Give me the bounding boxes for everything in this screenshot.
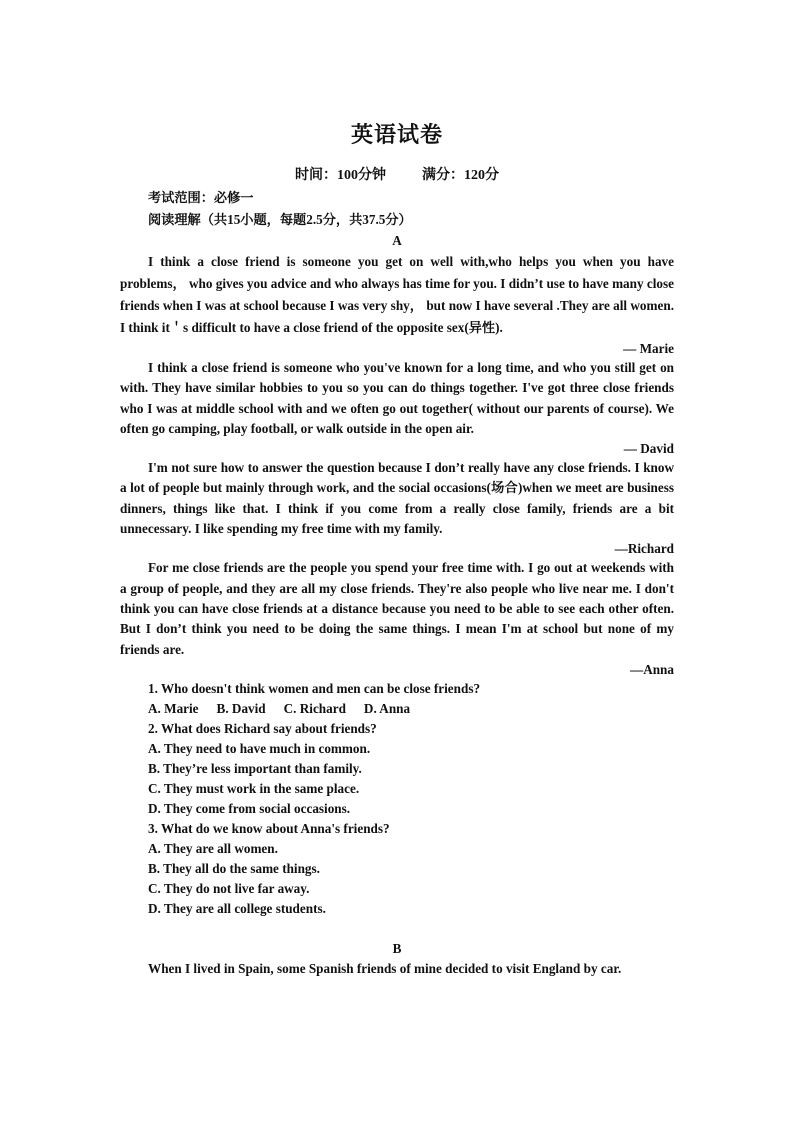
passage-paragraph: I think a close friend is someone you get on well with,who helps you when you have problems， who gives you advice and who always has time for you. I didn’t use to have many close friends when I was at school because I was very shy， but now I have several .They are all women. I think it＇s difficult to have a close friend of the opposite sex(异性). bbox=[120, 254, 674, 335]
passage-a-label: A bbox=[392, 233, 402, 248]
exam-content bbox=[120, 186, 674, 979]
page-title: 英语试卷 bbox=[350, 122, 443, 147]
exam-score: 满分：120分 bbox=[422, 168, 499, 183]
option: C. Richard bbox=[283, 700, 346, 716]
option: D. They are all college students. bbox=[148, 900, 326, 916]
option: B. They’re less important than family. bbox=[148, 760, 362, 776]
option: A. They are all women. bbox=[148, 840, 278, 856]
paragraph-signature: —Anna bbox=[630, 661, 674, 677]
option: A. They need to have much in common. bbox=[148, 740, 371, 756]
option: D. They come from social occasions. bbox=[148, 800, 351, 816]
exam-time: 时间：100分钟 bbox=[295, 168, 386, 183]
option: D. Anna bbox=[363, 700, 411, 716]
question-stem: 1. Who doesn't think women and men can be close friends? bbox=[148, 680, 481, 696]
question-stem: 3. What do we know about Anna's friends? bbox=[148, 820, 390, 836]
passage-paragraph: For me close friends are the people you spend your free time with. I go out at weekends with a group of people, and they are all my close friends. They're also people who live near me. I don't think you can have close friends at a distance because you need to be able to see each other often. But I don’t think you need to be doing the same things. I mean I'm at school but none of my friends are. bbox=[120, 560, 674, 657]
passage-paragraph: I think a close friend is someone who you've known for a long time, and who you still get on with. They have similar hobbies to you so you can do things together. I've got three close friends who I was at middle school with and we often go out together( without our parents of course). We often go camping, play football, or walk outside in the open air. bbox=[120, 360, 674, 436]
option: C. They must work in the same place. bbox=[148, 780, 360, 796]
section-heading: 阅读理解（共15小题，每题2.5分，共37.5分） bbox=[148, 212, 412, 227]
exam-scope: 考试范围：必修一 bbox=[148, 190, 254, 205]
option: B. They all do the same things. bbox=[148, 860, 320, 876]
question-stem: 2. What does Richard say about friends? bbox=[148, 720, 377, 736]
question-options bbox=[120, 699, 674, 719]
paragraph-signature: — Marie bbox=[623, 341, 674, 356]
paragraph-signature: — David bbox=[623, 441, 674, 457]
spacer bbox=[120, 919, 674, 939]
passage-paragraph: I'm not sure how to answer the question because I don’t really have any close friends. I know a lot of people but mainly through work, and the social occasions(场合)when we meet are business dinners, things like that. I think if you come from a really close family, friends are a bit unnecessary. I like spending my free time with my family. bbox=[120, 460, 674, 537]
paragraph-signature: —Richard bbox=[614, 541, 674, 557]
passage-b-label: B bbox=[392, 940, 402, 956]
option: B. David bbox=[216, 700, 266, 716]
option: C. They do not live far away. bbox=[148, 880, 310, 896]
option: A. Marie bbox=[148, 700, 199, 716]
exam-meta bbox=[0, 164, 794, 184]
passage-paragraph: When I lived in Spain, some Spanish friends of mine decided to visit England by car. bbox=[148, 960, 622, 976]
